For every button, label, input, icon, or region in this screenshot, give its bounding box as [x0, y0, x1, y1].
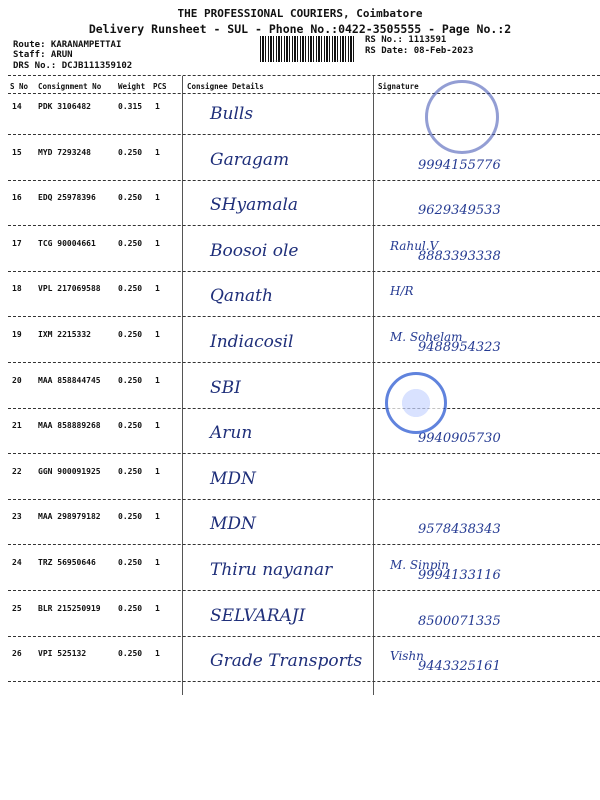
- col-consignee: Consignee Details: [187, 82, 264, 91]
- row-phone-handwriting: 9443325161: [418, 659, 501, 675]
- row-weight: 0.250: [118, 284, 143, 294]
- row-weight: 0.250: [118, 238, 143, 248]
- row-consignee-handwriting: MDN: [210, 468, 256, 489]
- row-phone-handwriting: 9488954323: [418, 340, 501, 355]
- row-pcs: 1: [155, 330, 160, 339]
- row-divider: [8, 544, 600, 545]
- column-divider-signature: [373, 76, 374, 695]
- row-consignee-handwriting: Bulls: [210, 104, 254, 124]
- row-consignment-no: MAA 858844745: [38, 375, 101, 385]
- row-sno: 16: [12, 193, 22, 203]
- row-sno: 21: [12, 421, 22, 431]
- row-phone-handwriting: 9994155776: [418, 157, 501, 173]
- company-seal-stamp: [425, 80, 499, 154]
- row-divider: [8, 681, 600, 682]
- col-signature: Signature: [378, 82, 419, 91]
- row-phone-handwriting: 9940905730: [418, 431, 501, 447]
- row-consignment-no: TCG 90004661: [38, 238, 96, 248]
- col-sno: S No: [10, 82, 29, 91]
- row-pcs: 1: [155, 102, 160, 111]
- row-divider: [8, 180, 600, 181]
- row-consignment-no: EDQ 25978396: [38, 193, 96, 203]
- row-divider: [8, 636, 600, 637]
- row-consignment-no: VPI 525132: [38, 649, 87, 659]
- row-consignee-handwriting: Thiru nayanar: [210, 560, 333, 580]
- row-sno: 25: [12, 603, 22, 613]
- row-weight: 0.315: [118, 102, 143, 111]
- drs-label: DRS No.: DCJB111359102: [13, 61, 133, 71]
- col-consignment: Consignment No: [38, 82, 102, 91]
- row-divider: [8, 499, 600, 500]
- row-consignment-no: GGN 900091925: [38, 466, 101, 476]
- row-weight: 0.250: [118, 603, 143, 613]
- row-phone-handwriting: 8883393338: [418, 248, 501, 264]
- row-consignee-handwriting: SHyamala: [210, 195, 299, 216]
- row-pcs: 1: [155, 649, 160, 659]
- row-consignment-no: MAA 298979182: [38, 512, 101, 522]
- row-signature-text: M. Sohelam: [390, 330, 463, 344]
- row-sno: 23: [12, 512, 22, 522]
- row-sno: 26: [12, 649, 22, 659]
- barcode-image: [260, 36, 356, 62]
- runsheet-title: THE PROFESSIONAL COURIERS, Coimbatore: [177, 7, 423, 20]
- col-pcs: PCS: [153, 82, 167, 91]
- row-divider: [8, 453, 600, 454]
- row-sno: 19: [12, 330, 22, 339]
- row-pcs: 1: [155, 603, 160, 613]
- row-divider: [8, 590, 600, 591]
- column-divider-consignee: [182, 76, 183, 695]
- bank-seal-stamp: [385, 372, 447, 434]
- row-sno: 17: [12, 238, 22, 248]
- row-phone-handwriting: 8500071335: [418, 613, 501, 629]
- row-consignee-handwriting: Grade Transports: [210, 651, 363, 672]
- row-sno: 24: [12, 558, 22, 567]
- rs-number: RS No.: 1113591: [365, 35, 447, 45]
- row-weight: 0.250: [118, 466, 143, 476]
- row-phone-handwriting: 9629349533: [418, 203, 501, 219]
- row-pcs: 1: [155, 238, 160, 248]
- row-weight: 0.250: [118, 375, 143, 385]
- row-divider: [8, 225, 600, 226]
- row-pcs: 1: [155, 147, 160, 157]
- row-phone-handwriting: 9578438343: [418, 522, 501, 538]
- row-weight: 0.250: [118, 330, 143, 339]
- row-divider: [8, 362, 600, 363]
- header-divider-top: [8, 75, 600, 76]
- row-consignee-handwriting: Arun: [210, 423, 253, 444]
- row-weight: 0.250: [118, 421, 143, 431]
- row-consignment-no: MAA 858889268: [38, 421, 101, 431]
- row-consignee-handwriting: SBI: [210, 377, 241, 398]
- row-consignee-handwriting: Garagam: [210, 149, 290, 170]
- row-consignment-no: PDK 3106482: [38, 102, 91, 111]
- row-consignment-no: VPL 217069588: [38, 284, 101, 294]
- row-consignment-no: IXM 2215332: [38, 330, 91, 339]
- row-weight: 0.250: [118, 193, 143, 203]
- row-divider: [8, 134, 600, 135]
- row-signature-text: Rahul.V: [390, 238, 439, 253]
- row-pcs: 1: [155, 466, 160, 476]
- row-consignee-handwriting: SELVARAJI: [210, 605, 306, 626]
- row-signature-text: M. Sinpin: [390, 558, 449, 572]
- row-sno: 14: [12, 102, 22, 111]
- row-weight: 0.250: [118, 558, 143, 567]
- row-sno: 15: [12, 147, 22, 157]
- header-divider-bottom: [8, 93, 600, 94]
- row-pcs: 1: [155, 193, 160, 203]
- runsheet-subtitle: Delivery Runsheet - SUL - Phone No.:0422-3505555 - Page No.:2: [88, 22, 512, 36]
- row-consignee-handwriting: Indiacosil: [210, 332, 294, 352]
- row-pcs: 1: [155, 284, 160, 294]
- row-weight: 0.250: [118, 649, 143, 659]
- row-signature-text: Vishn: [390, 649, 424, 664]
- row-consignment-no: TRZ 56950646: [38, 558, 96, 567]
- row-divider: [8, 271, 600, 272]
- row-pcs: 1: [155, 558, 160, 567]
- col-weight: Weight: [118, 82, 146, 91]
- row-divider: [8, 316, 600, 317]
- route-label: Route: KARANAMPETTAI: [13, 40, 122, 50]
- row-consignee-handwriting: Boosoi ole: [210, 240, 299, 261]
- row-pcs: 1: [155, 421, 160, 431]
- row-pcs: 1: [155, 512, 160, 522]
- row-consignee-handwriting: Qanath: [210, 286, 273, 307]
- row-signature-text: H/R: [390, 284, 414, 299]
- row-sno: 20: [12, 375, 22, 385]
- row-weight: 0.250: [118, 512, 143, 522]
- rs-date: RS Date: 08-Feb-2023: [365, 46, 474, 56]
- staff-label: Staff: ARUN: [13, 50, 73, 60]
- row-consignment-no: BLR 215250919: [38, 603, 101, 613]
- row-pcs: 1: [155, 375, 160, 385]
- row-phone-handwriting: 9994133116: [418, 568, 501, 583]
- row-sno: 18: [12, 284, 22, 294]
- row-consignee-handwriting: MDN: [210, 514, 256, 535]
- row-divider: [8, 408, 600, 409]
- row-consignment-no: MYD 7293248: [38, 147, 91, 157]
- row-sno: 22: [12, 466, 22, 476]
- row-weight: 0.250: [118, 147, 143, 157]
